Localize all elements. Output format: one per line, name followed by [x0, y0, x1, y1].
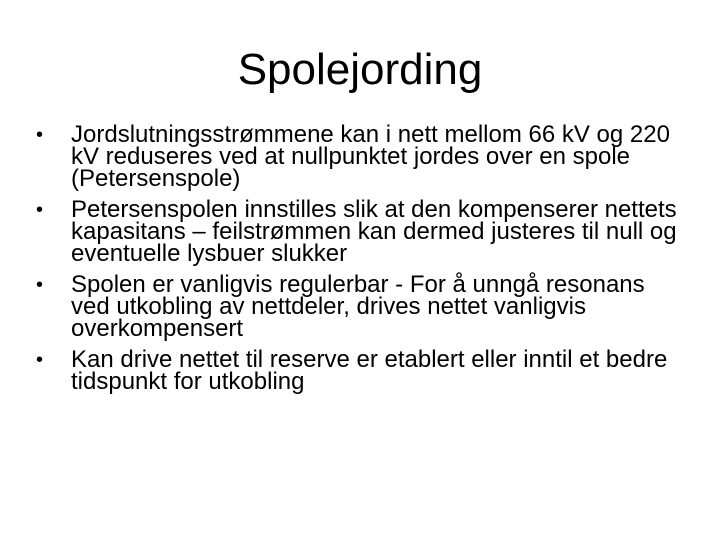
bullet-text: Petersenspolen innstilles slik at den kompenserer nettets kapasitans – feilstrømmen kan dermed justeres til null og eventuelle lysbuer slukker: [71, 196, 677, 267]
bullet-list: [36, 121, 686, 402]
bullet-item: [36, 346, 686, 395]
slide-title: Spolejording: [237, 45, 483, 94]
bullet-icon: •: [36, 199, 44, 221]
bullet-icon: •: [36, 349, 44, 371]
bullet-item: [36, 271, 686, 342]
bullet-icon: •: [36, 274, 44, 296]
bullet-item: [36, 196, 686, 267]
bullet-text: Spolen er vanligvis regulerbar - For å unngå resonans ved utkobling av nettdeler, drives nettet vanligvis overkompensert: [71, 271, 645, 342]
bullet-icon: •: [36, 124, 44, 146]
bullet-text: Kan drive nettet til reserve er etablert eller inntil et bedre tidspunkt for utkobling: [71, 346, 668, 395]
bullet-item: [36, 121, 686, 192]
bullet-text: Jordslutningsstrømmene kan i nett mellom 66 kV og 220 kV reduseres ved at nullpunktet jordes over en spole (Petersenspole): [71, 121, 670, 192]
